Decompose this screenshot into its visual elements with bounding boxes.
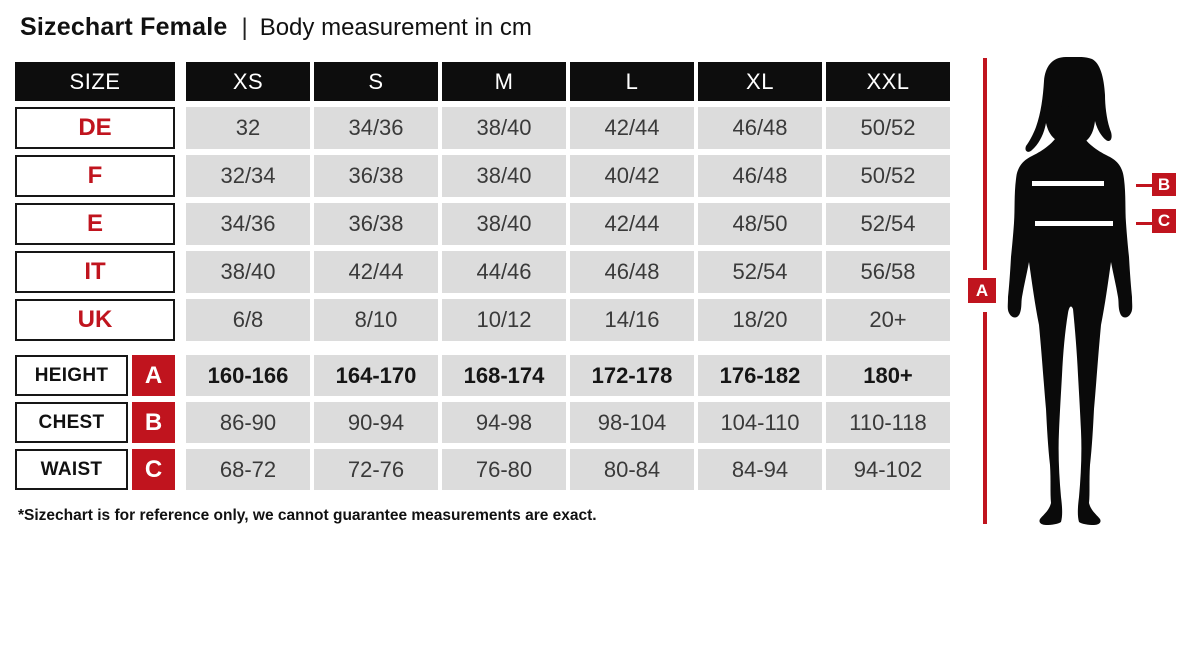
measurement-value-cell: 68-72 [186,449,310,490]
size-value-cell: 44/46 [442,251,566,293]
size-value-cell: 38/40 [186,251,310,293]
measurement-value-cell: 94-102 [826,449,950,490]
row-label-it: IT [15,251,175,293]
row-label-de: DE [15,107,175,149]
size-value-cell: 38/40 [442,107,566,149]
measurement-value-cell: 176-182 [698,355,822,396]
title-main: Sizechart Female [20,13,228,41]
size-value-cell: 34/36 [314,107,438,149]
measurement-value-cell: 180+ [826,355,950,396]
size-value-cell: 40/42 [570,155,694,197]
title-separator: | [241,14,248,41]
column-header-xl: XL [698,62,822,101]
measurement-value-cell: 80-84 [570,449,694,490]
column-header-xs: XS [186,62,310,101]
size-value-cell: 46/48 [570,251,694,293]
table-header-row [15,62,950,101]
size-value-cell: 6/8 [186,299,310,341]
size-row-e [15,203,950,245]
figure-marker-c: C [1152,209,1176,233]
measurement-value-cell: 110-118 [826,402,950,443]
female-silhouette-figure [1000,57,1145,527]
figure-marker-a: A [968,278,996,303]
size-table [15,62,950,496]
measurement-row-chest [15,402,950,443]
size-value-cell: 8/10 [314,299,438,341]
size-value-cell: 18/20 [698,299,822,341]
size-value-cell: 52/54 [698,251,822,293]
size-value-cell: 20+ [826,299,950,341]
size-value-cell: 38/40 [442,155,566,197]
size-value-cell: 36/38 [314,155,438,197]
table-marker-c: C [132,449,175,490]
table-section-gap [15,347,950,355]
figure-marker-b: B [1152,173,1176,196]
measurement-value-cell: 94-98 [442,402,566,443]
measurement-value-cell: 84-94 [698,449,822,490]
size-value-cell: 42/44 [570,203,694,245]
height-measure-line [983,312,987,524]
measurement-value-cell: 86-90 [186,402,310,443]
waist-line [1035,221,1113,226]
size-value-cell: 42/44 [314,251,438,293]
size-value-cell: 32/34 [186,155,310,197]
measurement-value-cell: 104-110 [698,402,822,443]
row-label-f: F [15,155,175,197]
size-value-cell: 10/12 [442,299,566,341]
row-label-chest: CHEST [15,402,128,443]
size-value-cell: 46/48 [698,155,822,197]
waist-pointer-line [1136,222,1153,225]
size-value-cell: 50/52 [826,155,950,197]
footnote-text: *Sizechart is for reference only, we cannot guarantee measurements are exact. [18,507,597,524]
row-label-e: E [15,203,175,245]
row-label-height: HEIGHT [15,355,128,396]
table-marker-b: B [132,402,175,443]
size-value-cell: 50/52 [826,107,950,149]
measurement-value-cell: 76-80 [442,449,566,490]
size-row-it [15,251,950,293]
size-value-cell: 46/48 [698,107,822,149]
size-value-cell: 52/54 [826,203,950,245]
column-header-m: M [442,62,566,101]
title-subtitle: Body measurement in cm [259,14,532,41]
size-value-cell: 14/16 [570,299,694,341]
measurement-value-cell: 72-76 [314,449,438,490]
row-label-waist: WAIST [15,449,128,490]
measurement-value-cell: 90-94 [314,402,438,443]
size-value-cell: 56/58 [826,251,950,293]
measurement-row-waist [15,449,950,490]
body-shape [1008,135,1133,525]
measurement-label-slot [15,355,175,396]
size-value-cell: 48/50 [698,203,822,245]
measurement-label-slot [15,402,175,443]
chest-line [1032,181,1104,186]
column-header-xxl: XXL [826,62,950,101]
size-row-de [15,107,950,149]
size-row-f [15,155,950,197]
size-value-cell: 36/38 [314,203,438,245]
height-measure-line [983,58,987,270]
measurement-value-cell: 172-178 [570,355,694,396]
size-value-cell: 32 [186,107,310,149]
size-header-cell: SIZE [15,62,175,101]
size-value-cell: 38/40 [442,203,566,245]
size-value-cell: 34/36 [186,203,310,245]
measurement-value-cell: 98-104 [570,402,694,443]
head-shape [1049,61,1081,107]
measurement-value-cell: 160-166 [186,355,310,396]
row-label-uk: UK [15,299,175,341]
measurement-row-height [15,355,950,396]
size-value-cell: 42/44 [570,107,694,149]
table-marker-a: A [132,355,175,396]
measurement-value-cell: 164-170 [314,355,438,396]
column-header-s: S [314,62,438,101]
size-row-uk [15,299,950,341]
page-title [20,13,532,42]
column-header-l: L [570,62,694,101]
measurement-value-cell: 168-174 [442,355,566,396]
chest-pointer-line [1136,184,1153,187]
measurement-label-slot [15,449,175,490]
